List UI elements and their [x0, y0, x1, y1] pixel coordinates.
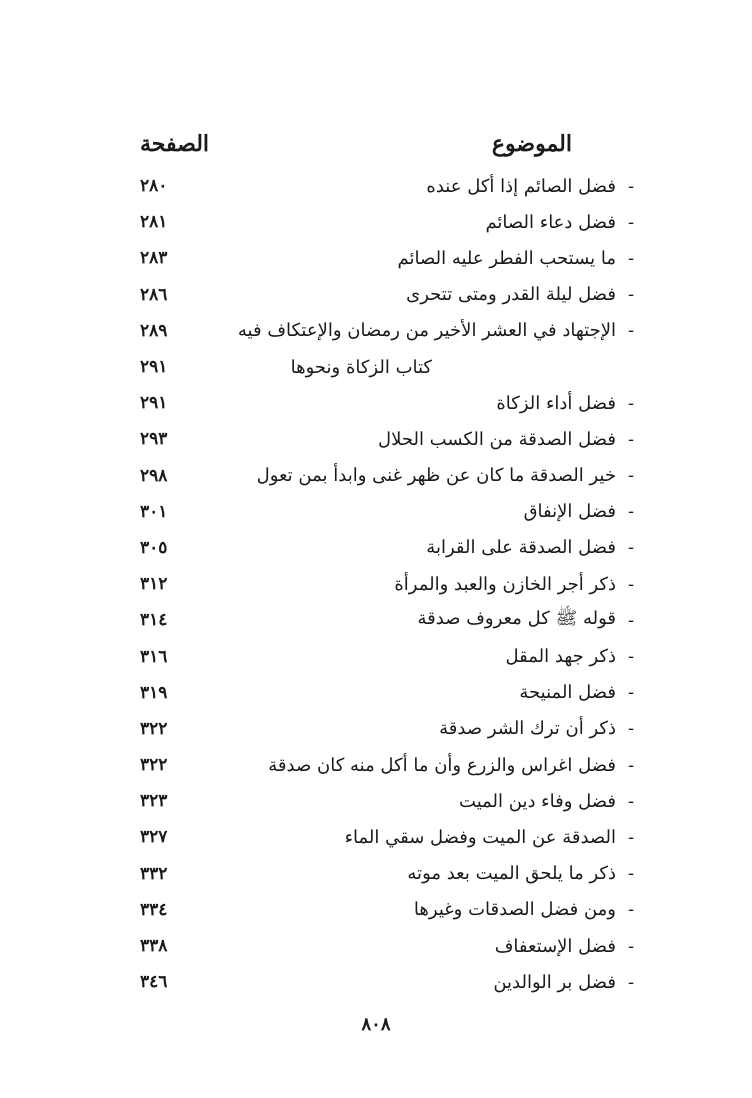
toc-entry-page: ٣٠١ [140, 501, 168, 522]
page-column-heading: الصفحة [140, 131, 210, 157]
toc-entry-page: ٣٤٦ [140, 972, 168, 993]
toc-entry-page: ٢٨٩ [140, 320, 168, 341]
toc-entry [140, 566, 640, 602]
toc-entry-page: ٢٩٨ [140, 465, 168, 486]
toc-entry-page: ٣٣٨ [140, 936, 168, 957]
toc-entry-dash: - [627, 392, 635, 414]
toc-entry [140, 964, 640, 1000]
toc-entry-dash: - [627, 501, 635, 523]
toc-entry-page: ٣٣٤ [140, 899, 168, 920]
toc-entry-title: فضل الإستعفاف [494, 935, 616, 957]
toc-entry-page: ٣١٩ [140, 682, 168, 703]
toc-entry-title: فضل بر الوالدين [493, 971, 616, 993]
toc-entry-title: فضل دعاء الصائم [485, 211, 616, 233]
toc-entry [140, 385, 640, 421]
toc-entry-page: ٣٣٢ [140, 863, 168, 884]
toc-entry [140, 675, 640, 711]
toc-entry [140, 204, 640, 240]
toc-entry-page: ٢٨٣ [140, 248, 168, 269]
toc-entry-title: كتاب الزكاة ونحوها [290, 356, 432, 378]
toc-entry-dash: - [627, 935, 635, 957]
toc-entry [140, 421, 640, 457]
toc-entry-page: ٢٩٣ [140, 429, 168, 450]
toc-entry-title: فضل الإنفاق [523, 501, 616, 523]
toc-entry [140, 458, 640, 494]
toc-entry [140, 638, 640, 674]
toc-entry-dash: - [627, 284, 635, 306]
toc-entry-dash: - [627, 175, 635, 197]
toc-entry-page: ٣٢٢ [140, 755, 168, 776]
page-number: ٨٠٨ [361, 1014, 391, 1035]
toc-entry-page: ٣٢٣ [140, 791, 168, 812]
toc-entry-title: الإجتهاد في العشر الأخير من رمضان والإعتكاف فيه [237, 320, 616, 342]
toc-entry-page: ٢٨٦ [140, 284, 168, 305]
toc-entry [140, 602, 640, 638]
toc-entry-dash: - [627, 790, 635, 812]
toc-entry [140, 277, 640, 313]
toc-entry [140, 783, 640, 819]
toc-entry-title: ذكر أجر الخازن والعبد والمرأة [394, 573, 616, 595]
toc-entry-title: ومن فضل الصدقات وغيرها [413, 899, 616, 921]
toc-entry-title: فضل ليلة القدر ومتى تتحرى [406, 284, 616, 306]
toc-entry-title: خير الصدقة ما كان عن ظهر غنى وابدأ بمن تعول [256, 465, 616, 487]
toc-entry-title: ذكر جهد المقل [505, 646, 616, 668]
toc-entry-title: قوله ﷺ كل معروف صدقة [417, 608, 616, 630]
toc-entry-dash: - [627, 754, 635, 776]
toc-entry [140, 711, 640, 747]
toc-entry-title: ما يستحب الفطر عليه الصائم [397, 247, 616, 269]
toc-entry [140, 928, 640, 964]
toc-entry-dash: - [627, 826, 635, 848]
toc-entry-page: ٣١٤ [140, 610, 168, 631]
toc-entry [140, 747, 640, 783]
toc-list [140, 168, 640, 1000]
toc-entry-dash: - [627, 247, 635, 269]
toc-entry-title: ذكر أن ترك الشر صدقة [439, 718, 616, 740]
toc-entry [140, 168, 640, 204]
toc-entry-dash: - [627, 573, 635, 595]
toc-entry-title: فضل الصدقة من الكسب الحلال [378, 428, 616, 450]
toc-entry [140, 240, 640, 276]
toc-entry [140, 856, 640, 892]
toc-entry-dash: - [627, 320, 635, 342]
toc-entry-dash: - [627, 899, 635, 921]
toc-entry-dash: - [627, 971, 635, 993]
toc-entry-dash: - [627, 537, 635, 559]
toc-entry-dash: - [627, 682, 635, 704]
toc-entry-title: فضل وفاء دين الميت [459, 790, 616, 812]
toc-entry [140, 819, 640, 855]
toc-entry [140, 494, 640, 530]
toc-entry [140, 892, 640, 928]
toc-entry-page: ٣٠٥ [140, 537, 168, 558]
toc-entry-page: ٣٢٧ [140, 827, 168, 848]
toc-entry-page: ٢٨١ [140, 212, 168, 233]
toc-entry-title: الصدقة عن الميت وفضل سقي الماء [344, 826, 616, 848]
toc-entry-dash: - [627, 428, 635, 450]
toc-entry-title: فضل المنيحة [519, 682, 616, 704]
toc-entry-page: ٢٨٠ [140, 176, 168, 197]
toc-entry-title: فضل اغراس والزرع وأن ما أكل منه كان صدقة [268, 754, 616, 776]
toc-entry-title: فضل الصائم إذا أكل عنده [426, 175, 616, 197]
toc-entry-title: ذكر ما يلحق الميت بعد موته [407, 863, 616, 885]
toc-entry-dash: - [627, 609, 635, 631]
toc-entry-page: ٣٢٢ [140, 718, 168, 739]
toc-entry [140, 530, 640, 566]
toc-entry-page: ٢٩١ [140, 357, 168, 378]
topic-column-heading: الموضوع [491, 131, 572, 157]
toc-entry [140, 313, 640, 349]
toc-entry-dash: - [627, 646, 635, 668]
toc-entry-page: ٣١٢ [140, 574, 168, 595]
toc-entry-dash: - [627, 211, 635, 233]
toc-section-heading [140, 349, 640, 385]
toc-entry-page: ٣١٦ [140, 646, 168, 667]
toc-header [140, 124, 572, 164]
toc-entry-title: فضل الصدقة على القرابة [426, 537, 616, 559]
toc-entry-dash: - [627, 863, 635, 885]
toc-entry-title: فضل أداء الزكاة [496, 392, 616, 414]
toc-entry-page: ٢٩١ [140, 393, 168, 414]
toc-entry-dash: - [627, 465, 635, 487]
toc-entry-dash: - [627, 718, 635, 740]
